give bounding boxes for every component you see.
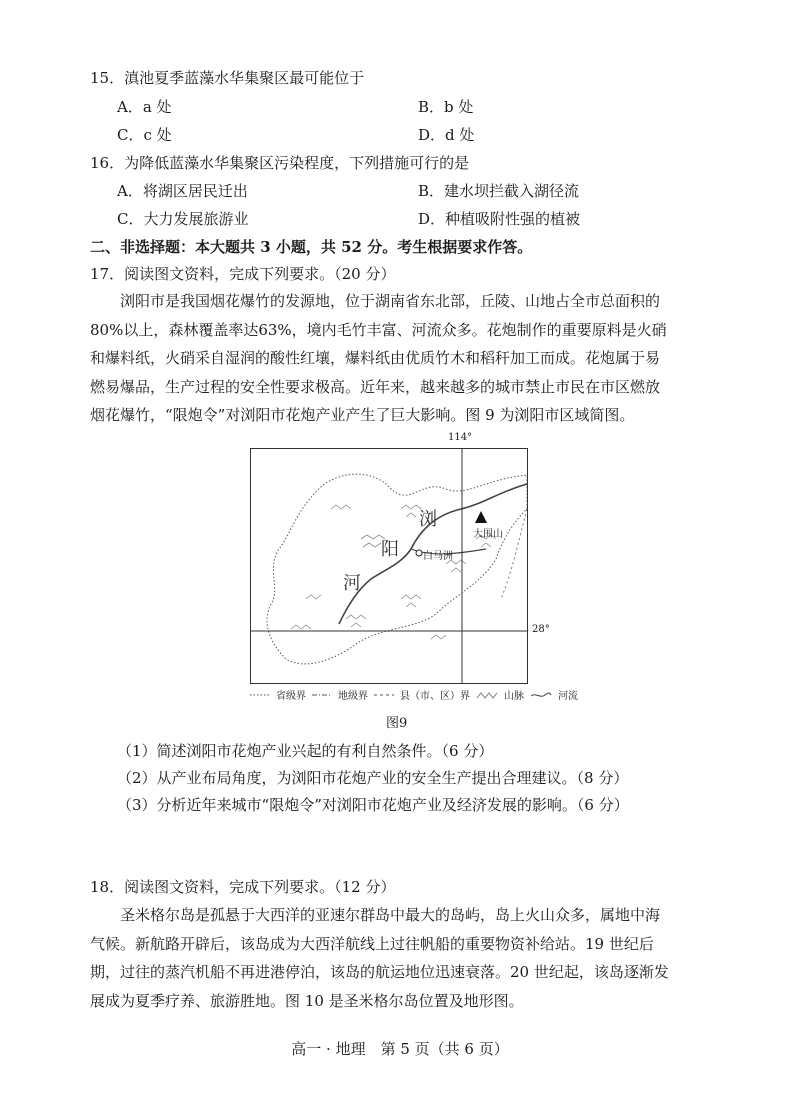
town-marker-icon — [416, 550, 422, 556]
province-boundary-legend-icon — [250, 692, 270, 698]
mountain-legend-icon — [476, 691, 498, 699]
legend-item: 山脉 — [504, 691, 524, 702]
q17-passage-line: 和爆料纸，火硝采自湿润的酸性红壤，爆料纸由优质竹木和稻秆加工而成。花炮属于易 — [90, 349, 661, 368]
mountain-label: 大围山 — [473, 529, 503, 540]
q17-passage-line: 80%以上，森林覆盖率达63%，境内毛竹丰富、河流众多。花炮制作的重要原料是火硝 — [90, 320, 667, 339]
river-name-char: 阳 — [381, 539, 399, 560]
county-boundary-legend-icon — [374, 692, 394, 698]
map-legend — [250, 687, 578, 702]
river-name-char: 河 — [343, 573, 361, 594]
province-boundary — [501, 509, 527, 599]
q17-passage-line: 烟花爆竹，“限炮令”对浏阳市花炮产业产生了巨大影响。图 9 为浏阳市区域简图。 — [90, 406, 635, 425]
q18-passage-line: 展成为夏季疗养、旅游胜地。图 10 是圣米格尔岛位置及地形图。 — [90, 991, 524, 1010]
q18-stem: 18．阅读图文资料，完成下列要求。（12 分） — [90, 878, 396, 896]
q17-subquestion-3: （3）分析近年来城市“限炮令”对浏阳市花炮产业及经济发展的影响。（6 分） — [117, 796, 629, 814]
q16-option-b: B．建水坝拦截入湖径流 — [418, 182, 580, 200]
q15-option-a: A．a 处 — [117, 98, 172, 116]
legend-item: 县（市、区）界 — [400, 691, 470, 702]
q17-subquestion-2: （2）从产业布局角度，为浏阳市花炮产业的安全生产提出合理建议。（8 分） — [117, 769, 629, 787]
q18-passage-line: 圣米格尔岛是孤悬于大西洋的亚速尔群岛中最大的岛屿，岛上火山众多，属地中海 — [120, 906, 661, 924]
longitude-label: 114° — [448, 432, 473, 443]
q18-passage-line: 期，过往的蒸汽机船不再进港停泊，该岛的航运地位迅速衰落。20 世纪起，该岛逐渐发 — [90, 963, 669, 982]
q16-option-c: C．大力发展旅游业 — [117, 210, 249, 228]
figure-caption: 图9 — [386, 716, 408, 731]
river-name-char: 浏 — [419, 509, 437, 530]
q15-option-c: C．c 处 — [117, 126, 172, 144]
q15-option-b: B．b 处 — [418, 98, 474, 116]
q18-passage-line: 气候。新航路开辟后，该岛成为大西洋航线上过往帆船的重要物资补给站。19 世纪后 — [90, 934, 654, 953]
q16-stem: 16．为降低蓝藻水华集聚区污染程度，下列措施可行的是 — [90, 154, 470, 172]
q17-stem: 17．阅读图文资料，完成下列要求。（20 分） — [90, 265, 396, 283]
legend-item: 地级界 — [338, 691, 368, 702]
mountain-peak-icon — [475, 511, 487, 523]
q17-passage-line: 浏阳市是我国烟花爆竹的发源地，位于湖南省东北部，丘陵、山地占全市总面积的 — [120, 292, 661, 310]
q18-passage — [90, 901, 710, 1015]
county-boundary — [267, 474, 527, 664]
legend-item: 省级界 — [276, 691, 306, 702]
q15-option-d: D．d 处 — [418, 126, 475, 144]
q17-passage — [90, 287, 710, 430]
map-frame — [250, 448, 528, 684]
section-heading: 二、非选择题：本大题共 3 小题，共 52 分。考生根据要求作答。 — [90, 238, 533, 256]
mountain-ranges — [291, 505, 496, 639]
q17-passage-line: 燃易爆品，生产过程的安全性要求极高。近年来，越来越多的城市禁止市民在市区燃放 — [90, 377, 661, 396]
q15-stem: 15．滇池夏季蓝藻水华集聚区最可能位于 — [90, 69, 365, 87]
town-label: 白马洲 — [423, 551, 453, 562]
figure-9-map — [250, 432, 578, 702]
q16-option-a: A．将湖区居民迁出 — [117, 182, 248, 200]
q16-option-d: D．种植吸附性强的植被 — [418, 210, 581, 228]
river-legend-icon — [530, 691, 552, 699]
page-footer: 高一 · 地理 第 5 页（共 6 页） — [291, 1040, 509, 1058]
legend-item: 河流 — [558, 691, 578, 702]
q17-subquestion-1: （1）简述浏阳市花炮产业兴起的有利自然条件。（6 分） — [117, 742, 494, 760]
prefecture-boundary-legend-icon — [312, 692, 332, 698]
map-drawing — [251, 449, 527, 683]
latitude-label: 28° — [532, 624, 550, 635]
